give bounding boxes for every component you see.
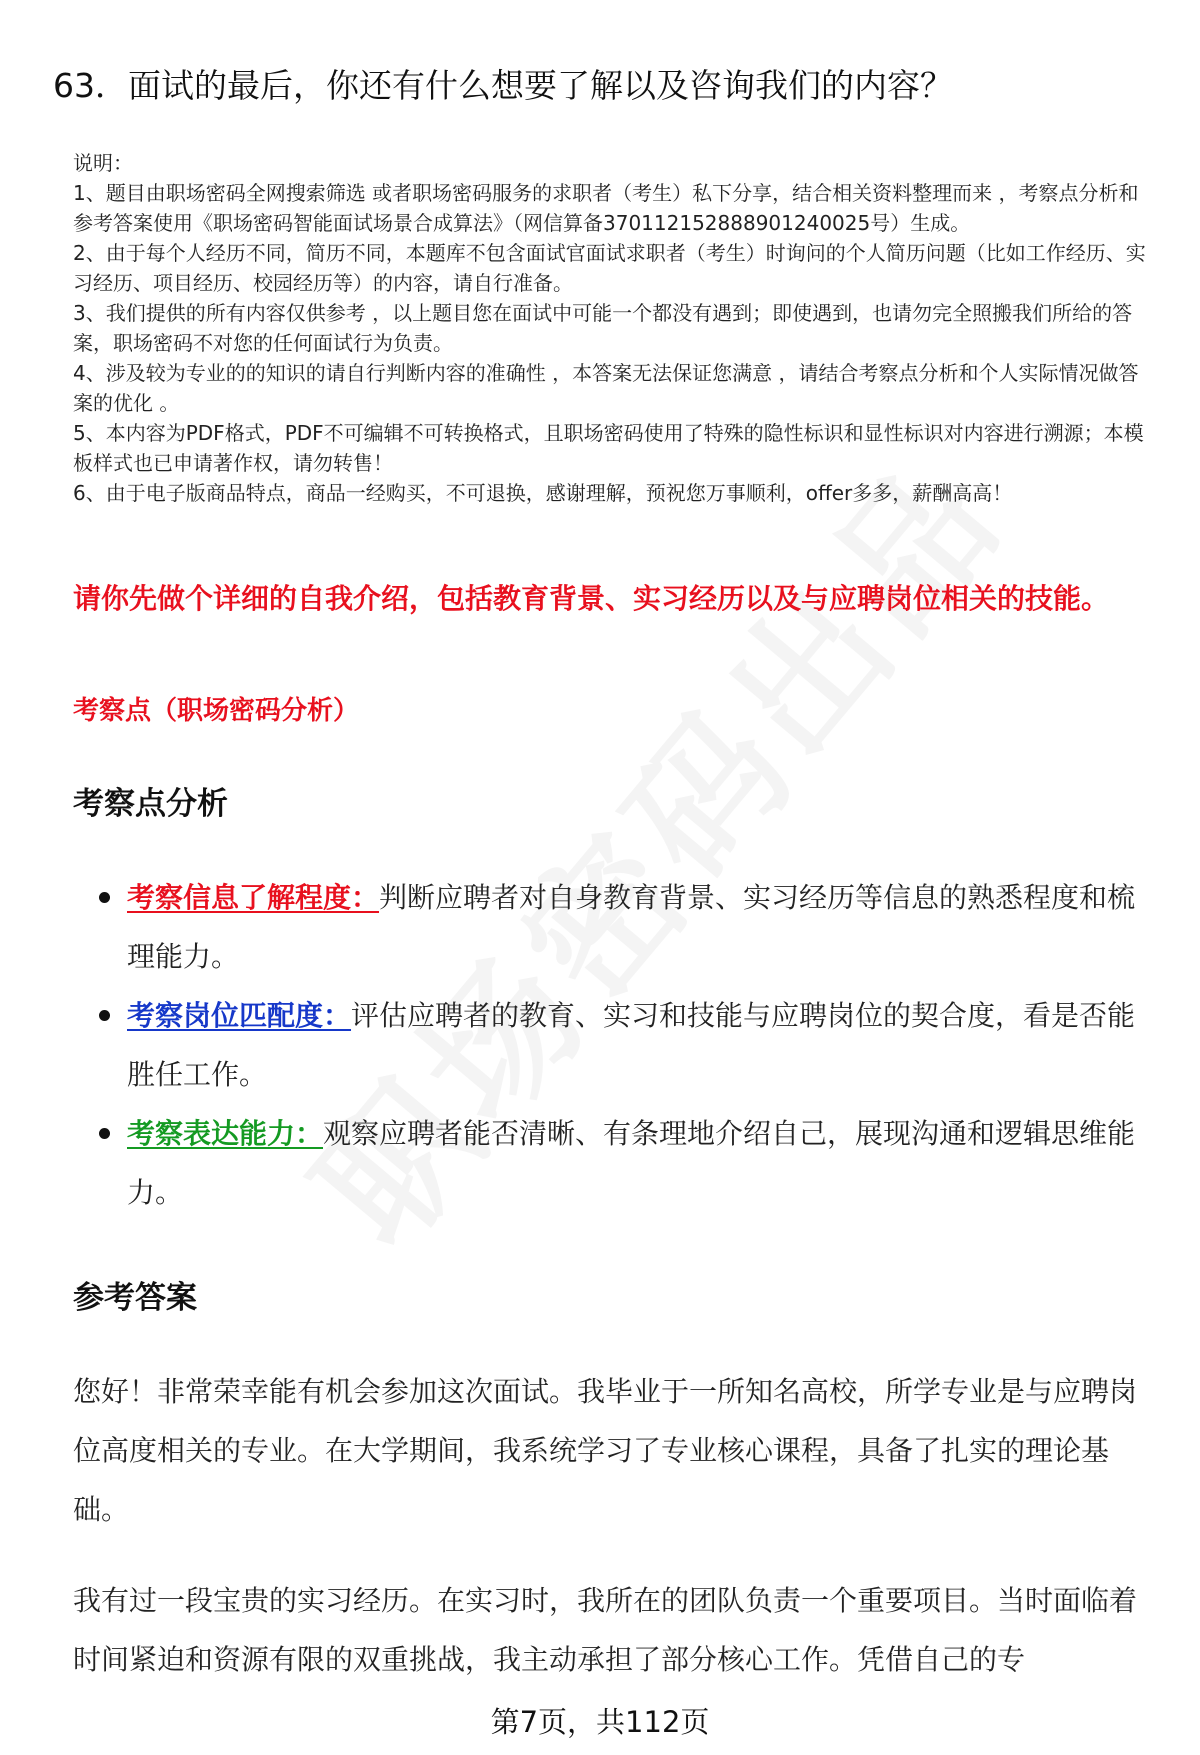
bullet-dot-icon xyxy=(99,1128,110,1139)
note-item: 5、本内容为PDF格式，PDF不可编辑不可转换格式，且职场密码使用了特殊的隐性标识和显性标识对内容进行溯源；本模板样式也已申请著作权，请勿转售！ xyxy=(73,421,1144,475)
answer-heading: 参考答案 xyxy=(73,1280,197,1316)
analysis-text: 观察应聘者能否清晰、有条理地介绍自己，展现沟通和逻辑思维能力。 xyxy=(127,1117,1136,1209)
note-item: 2、由于每个人经历不同，简历不同，本题库不包含面试官面试求职者（考生）时询问的个人简历问题（比如工作经历、实习经历、项目经历、校园经历等）的内容，请自行准备。 xyxy=(73,241,1146,295)
analysis-keyword: 考察表达能力： xyxy=(127,1117,324,1150)
analysis-keyword: 考察信息了解程度： xyxy=(127,881,380,914)
notes-section xyxy=(73,148,1158,508)
answer-paragraph: 我有过一段宝贵的实习经历。在实习时，我所在的团队负责一个重要项目。当时面临着时间紧迫和资源有限的双重挑战，我主动承担了部分核心工作。凭借自己的专 xyxy=(73,1584,1138,1676)
interview-question: 请你先做个详细的自我介绍，包括教育背景、实习经历以及与应聘岗位相关的技能。 xyxy=(73,582,1110,615)
note-item: 4、涉及较为专业的的知识的请自行判断内容的准确性 ，本答案无法保证您满意 ，请结合考察点分析和个人实际情况做答案的优化 。 xyxy=(73,361,1139,415)
note-item: 3、我们提供的所有内容仅供参考 ，以上题目您在面试中可能一个都没有遇到；即使遇到，也请勿完全照搬我们所给的答案，职场密码不对您的任何面试行为负责。 xyxy=(73,301,1133,355)
analysis-list xyxy=(73,868,1153,1222)
analysis-point xyxy=(73,868,1153,986)
analysis-text: 评估应聘者的教育、实习和技能与应聘岗位的契合度，看是否能胜任工作。 xyxy=(127,999,1136,1091)
note-item: 1、题目由职场密码全网搜索筛选 或者职场密码服务的求职者（考生）私下分享，结合相关资料整理而来 ，考察点分析和参考答案使用《职场密码智能面试场景合成算法》（网信算备370112152888901240025号）生成。 xyxy=(73,181,1139,235)
analysis-point xyxy=(73,1104,1153,1222)
analysis-point xyxy=(73,986,1153,1104)
bullet-dot-icon xyxy=(99,1010,110,1021)
answer-paragraph: 您好！非常荣幸能有机会参加这次面试。我毕业于一所知名高校，所学专业是与应聘岗位高度相关的专业。在大学期间，我系统学习了专业核心课程，具备了扎实的理论基础。 xyxy=(73,1375,1138,1526)
question-title: 63．面试的最后，你还有什么想要了解以及咨询我们的内容？ xyxy=(53,66,953,105)
page-footer: 第7页，共112页 xyxy=(490,1705,710,1739)
answer-body xyxy=(73,1362,1153,1721)
analysis-text: 判断应聘者对自身教育背景、实习经历等信息的熟悉程度和梳理能力。 xyxy=(127,881,1136,973)
analysis-keyword: 考察岗位匹配度： xyxy=(127,999,352,1032)
notes-heading: 说明： xyxy=(73,151,133,175)
point-label: 考察点（职场密码分析） xyxy=(73,696,360,726)
note-item: 6、由于电子版商品特点，商品一经购买，不可退换，感谢理解，预祝您万事顺利，offer多多，薪酬高高！ xyxy=(73,481,1013,505)
analysis-heading: 考察点分析 xyxy=(73,786,228,822)
bullet-dot-icon xyxy=(99,892,110,903)
